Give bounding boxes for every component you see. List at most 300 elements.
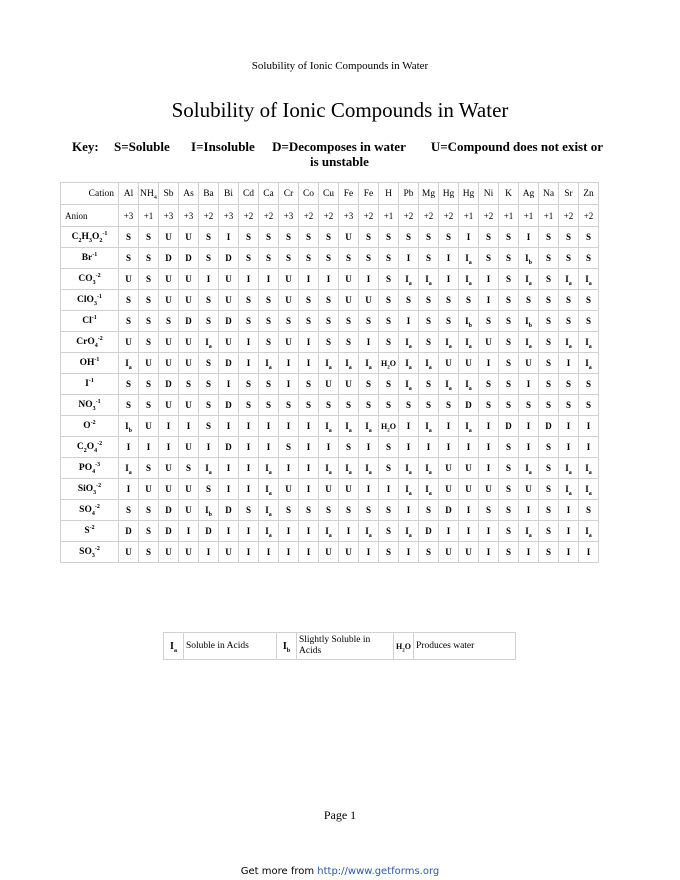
solubility-cell: U	[179, 353, 199, 374]
cation-charge: +2	[299, 205, 319, 227]
solubility-cell: S	[319, 227, 339, 248]
solubility-cell: $I_a$	[459, 374, 479, 395]
solubility-cell: U	[339, 479, 359, 500]
solubility-cell: $I_a$	[459, 416, 479, 437]
solubility-cell: U	[119, 332, 139, 353]
solubility-cell: U	[119, 269, 139, 290]
solubility-cell: I	[439, 248, 459, 269]
solubility-cell: D	[119, 521, 139, 542]
solubility-cell: $I_a$	[579, 269, 599, 290]
solubility-cell: S	[379, 458, 399, 479]
solubility-cell: $I_a$	[259, 479, 279, 500]
anion-label: $Br^{-1}$	[61, 248, 119, 269]
solubility-cell: $I_a$	[259, 500, 279, 521]
solubility-cell: I	[479, 458, 499, 479]
solubility-cell: $I_a$	[199, 458, 219, 479]
solubility-cell: S	[139, 311, 159, 332]
table-row	[61, 269, 599, 290]
solubility-cell: I	[259, 437, 279, 458]
solubility-cell: S	[119, 374, 139, 395]
cation-charge: +2	[559, 205, 579, 227]
cation-charge: +2	[419, 205, 439, 227]
cation-charge: +3	[119, 205, 139, 227]
solubility-cell: I	[459, 227, 479, 248]
solubility-cell: I	[399, 437, 419, 458]
solubility-cell: I	[299, 521, 319, 542]
solubility-cell: I	[279, 416, 299, 437]
cation-charge: +2	[479, 205, 499, 227]
anion-header-label: Anion	[61, 205, 119, 227]
solubility-cell: I	[359, 437, 379, 458]
solubility-cell: S	[579, 374, 599, 395]
solubility-cell: D	[219, 395, 239, 416]
legend-description: Slightly Soluble in Acids	[297, 633, 394, 660]
solubility-cell: D	[219, 311, 239, 332]
cation-header: Fe	[359, 183, 379, 205]
solubility-cell: $I_a$	[559, 479, 579, 500]
anion-label: $SO_3^{-2}$	[61, 542, 119, 563]
solubility-cell: S	[359, 374, 379, 395]
solubility-cell: S	[199, 248, 219, 269]
solubility-cell: $I_a$	[419, 479, 439, 500]
solubility-cell: I	[299, 353, 319, 374]
solubility-cell: $I_a$	[519, 332, 539, 353]
solubility-cell: S	[199, 353, 219, 374]
solubility-cell: U	[339, 290, 359, 311]
solubility-cell: $I_a$	[439, 332, 459, 353]
solubility-cell: $I_a$	[579, 521, 599, 542]
solubility-cell: I	[179, 416, 199, 437]
solubility-cell: S	[499, 479, 519, 500]
legend-symbol: $I_b$	[277, 633, 297, 660]
solubility-cell: S	[299, 290, 319, 311]
solubility-cell: S	[579, 290, 599, 311]
solubility-cell: S	[179, 458, 199, 479]
solubility-cell: S	[379, 227, 399, 248]
solubility-cell: U	[179, 269, 199, 290]
solubility-cell: S	[259, 311, 279, 332]
solubility-cell: S	[239, 227, 259, 248]
solubility-cell: U	[179, 395, 199, 416]
solubility-cell: U	[139, 353, 159, 374]
solubility-cell: I	[299, 542, 319, 563]
solubility-cell: S	[379, 290, 399, 311]
solubility-cell: I	[519, 227, 539, 248]
solubility-cell: I	[559, 437, 579, 458]
solubility-cell: S	[399, 290, 419, 311]
solubility-cell: S	[179, 374, 199, 395]
solubility-cell: S	[399, 227, 419, 248]
table-row	[61, 248, 599, 269]
cation-header: Ca	[259, 183, 279, 205]
solubility-cell: S	[119, 227, 139, 248]
solubility-cell: I	[399, 542, 419, 563]
solubility-cell: I	[219, 458, 239, 479]
solubility-cell: I	[479, 353, 499, 374]
solubility-cell: S	[139, 290, 159, 311]
solubility-cell: S	[139, 458, 159, 479]
solubility-cell: S	[139, 248, 159, 269]
solubility-cell: U	[219, 269, 239, 290]
solubility-cell: S	[299, 395, 319, 416]
solubility-cell: S	[139, 227, 159, 248]
anion-label: $S^{-2}$	[61, 521, 119, 542]
solubility-cell: I	[379, 479, 399, 500]
table-row	[61, 395, 599, 416]
solubility-cell: U	[319, 542, 339, 563]
solubility-cell: S	[539, 227, 559, 248]
solubility-cell: S	[239, 248, 259, 269]
solubility-cell: U	[179, 227, 199, 248]
solubility-cell: I	[279, 521, 299, 542]
solubility-cell: S	[379, 332, 399, 353]
solubility-cell: S	[339, 437, 359, 458]
solubility-cell: U	[179, 500, 199, 521]
table-row	[61, 521, 599, 542]
table-row	[61, 332, 599, 353]
cation-charge: +1	[139, 205, 159, 227]
solubility-cell: I	[479, 269, 499, 290]
cation-header: Pb	[399, 183, 419, 205]
solubility-cell: I	[219, 479, 239, 500]
cation-charge: +3	[219, 205, 239, 227]
cation-header: Hg	[439, 183, 459, 205]
anion-label: $C_2O_4^{-2}$	[61, 437, 119, 458]
footer-link[interactable]: http://www.getforms.org	[317, 866, 440, 877]
solubility-cell: I	[239, 416, 259, 437]
solubility-cell: U	[159, 227, 179, 248]
solubility-cell: I	[559, 416, 579, 437]
solubility-cell: S	[279, 227, 299, 248]
solubility-cell: $I_a$	[559, 458, 579, 479]
footer	[0, 866, 680, 877]
solubility-cell: D	[539, 416, 559, 437]
solubility-cell: S	[339, 500, 359, 521]
solubility-cell: $I_a$	[419, 353, 439, 374]
solubility-cell: D	[159, 500, 179, 521]
page-number: Page 1	[323, 808, 357, 822]
solubility-cell: $I_a$	[459, 269, 479, 290]
solubility-cell: $I_a$	[359, 416, 379, 437]
solubility-cell: S	[519, 395, 539, 416]
solubility-cell: U	[159, 332, 179, 353]
solubility-cell: I	[359, 479, 379, 500]
solubility-cell: I	[419, 437, 439, 458]
solubility-cell: S	[139, 269, 159, 290]
solubility-cell: I	[279, 353, 299, 374]
solubility-cell: I	[199, 437, 219, 458]
cation-header: K	[499, 183, 519, 205]
solubility-cell: $I_a$	[519, 458, 539, 479]
symbol-legend-table	[163, 632, 516, 660]
table-row	[61, 290, 599, 311]
solubility-cell: S	[419, 374, 439, 395]
anion-label: $CO_3^{-2}$	[61, 269, 119, 290]
solubility-cell: S	[319, 500, 339, 521]
solubility-cell: S	[279, 248, 299, 269]
solubility-cell: S	[499, 269, 519, 290]
solubility-cell: U	[219, 332, 239, 353]
solubility-cell: U	[479, 479, 499, 500]
solubility-cell: S	[299, 500, 319, 521]
cation-charge: +3	[159, 205, 179, 227]
solubility-cell: I	[479, 542, 499, 563]
solubility-cell: S	[379, 269, 399, 290]
solubility-cell: U	[179, 479, 199, 500]
solubility-cell: D	[219, 353, 239, 374]
solubility-cell: S	[139, 332, 159, 353]
solubility-cell: $I_a$	[399, 479, 419, 500]
solubility-cell: I	[119, 479, 139, 500]
solubility-cell: $I_b$	[459, 311, 479, 332]
solubility-cell: D	[219, 437, 239, 458]
solubility-cell: I	[239, 353, 259, 374]
document-title: Solubility of Ionic Compounds in Water	[171, 98, 509, 122]
solubility-cell: I	[459, 437, 479, 458]
solubility-cell: S	[139, 395, 159, 416]
cation-charge: +2	[199, 205, 219, 227]
solubility-cell: I	[139, 437, 159, 458]
solubility-cell: I	[299, 269, 319, 290]
solubility-cell: S	[279, 395, 299, 416]
anion-label: $Cl^{-1}$	[61, 311, 119, 332]
table-row	[61, 479, 599, 500]
cation-charge: +2	[579, 205, 599, 227]
solubility-cell: S	[139, 542, 159, 563]
solubility-cell: U	[359, 290, 379, 311]
solubility-cell: S	[499, 290, 519, 311]
cation-charge: +2	[439, 205, 459, 227]
anion-label: $NO_3^{-1}$	[61, 395, 119, 416]
solubility-cell: S	[559, 395, 579, 416]
solubility-cell: S	[339, 395, 359, 416]
solubility-cell: $H_2O$	[379, 416, 399, 437]
solubility-cell: I	[579, 542, 599, 563]
solubility-cell: U	[339, 269, 359, 290]
cation-charge: +1	[539, 205, 559, 227]
cation-charge: +2	[359, 205, 379, 227]
solubility-cell: I	[299, 332, 319, 353]
solubility-cell: U	[279, 479, 299, 500]
cation-header: As	[179, 183, 199, 205]
solubility-cell: I	[279, 542, 299, 563]
table-row	[61, 416, 599, 437]
solubility-cell: U	[519, 479, 539, 500]
cation-header: Al	[119, 183, 139, 205]
solubility-cell: I	[119, 437, 139, 458]
anion-label: ClO$_3^{-1}$	[61, 290, 119, 311]
solubility-cell: D	[419, 521, 439, 542]
anion-label: CrO$_4^{-2}$	[61, 332, 119, 353]
cation-header: Bi	[219, 183, 239, 205]
solubility-cell: I	[319, 437, 339, 458]
solubility-cell: I	[239, 332, 259, 353]
solubility-cell: I	[559, 353, 579, 374]
solubility-cell: $I_a$	[359, 353, 379, 374]
solubility-cell: $I_a$	[459, 332, 479, 353]
solubility-cell: S	[299, 374, 319, 395]
solubility-cell: S	[279, 437, 299, 458]
solubility-cell: S	[539, 290, 559, 311]
solubility-cell: S	[319, 332, 339, 353]
solubility-cell: S	[299, 248, 319, 269]
cation-charge: +2	[239, 205, 259, 227]
solubility-cell: S	[379, 311, 399, 332]
anion-label: $OH^{-1}$	[61, 353, 119, 374]
solubility-cell: S	[359, 227, 379, 248]
solubility-cell: U	[179, 290, 199, 311]
solubility-cell: S	[359, 500, 379, 521]
table-row	[61, 353, 599, 374]
solubility-cell: S	[479, 227, 499, 248]
solubility-cell: S	[319, 290, 339, 311]
solubility-cell: U	[459, 353, 479, 374]
cation-header: Cu	[319, 183, 339, 205]
solubility-cell: S	[379, 395, 399, 416]
solubility-cell: S	[499, 311, 519, 332]
solubility-cell: $I_a$	[199, 332, 219, 353]
solubility-cell: U	[339, 227, 359, 248]
solubility-cell: U	[179, 437, 199, 458]
solubility-cell: S	[239, 311, 259, 332]
solubility-cell: S	[239, 374, 259, 395]
solubility-cell: S	[119, 311, 139, 332]
solubility-cell: S	[259, 395, 279, 416]
solubility-cell: S	[339, 332, 359, 353]
solubility-cell: U	[119, 542, 139, 563]
cation-header: H	[379, 183, 399, 205]
solubility-cell: I	[519, 542, 539, 563]
solubility-cell: S	[499, 395, 519, 416]
solubility-cell: I	[239, 269, 259, 290]
solubility-cell: I	[439, 269, 459, 290]
solubility-cell: S	[299, 311, 319, 332]
solubility-cell: S	[199, 227, 219, 248]
cation-header: Ni	[479, 183, 499, 205]
solubility-cell: I	[219, 227, 239, 248]
solubility-cell: U	[279, 332, 299, 353]
cation-charge: +1	[499, 205, 519, 227]
solubility-cell: S	[499, 458, 519, 479]
cation-header: Cd	[239, 183, 259, 205]
solubility-cell: S	[139, 521, 159, 542]
solubility-cell: U	[439, 458, 459, 479]
solubility-cell: I	[159, 437, 179, 458]
solubility-cell: S	[559, 374, 579, 395]
solubility-cell: S	[259, 248, 279, 269]
cation-charge: +2	[319, 205, 339, 227]
solubility-cell: S	[119, 500, 139, 521]
solubility-cell: S	[279, 311, 299, 332]
solubility-cell: $I_a$	[579, 458, 599, 479]
solubility-cell: S	[539, 311, 559, 332]
solubility-cell: S	[239, 290, 259, 311]
solubility-cell: S	[579, 395, 599, 416]
solubility-cell: S	[539, 395, 559, 416]
solubility-cell: S	[139, 500, 159, 521]
solubility-cell: $I_a$	[339, 353, 359, 374]
solubility-cell: I	[359, 542, 379, 563]
cation-header: Fe	[339, 183, 359, 205]
solubility-cell: S	[539, 542, 559, 563]
solubility-cell: S	[539, 269, 559, 290]
solubility-cell: $I_a$	[359, 521, 379, 542]
solubility-cell: I	[259, 269, 279, 290]
solubility-cell: $I_b$	[119, 416, 139, 437]
solubility-cell: S	[419, 227, 439, 248]
solubility-cell: D	[179, 311, 199, 332]
solubility-cell: I	[239, 479, 259, 500]
solubility-cell: S	[319, 395, 339, 416]
solubility-cell: S	[579, 500, 599, 521]
solubility-cell: U	[179, 332, 199, 353]
solubility-cell: S	[239, 500, 259, 521]
solubility-cell: U	[479, 332, 499, 353]
cation-charge: +3	[339, 205, 359, 227]
solubility-cell: S	[359, 248, 379, 269]
solubility-cell: I	[399, 248, 419, 269]
cation-header: Cr	[279, 183, 299, 205]
solubility-cell: U	[219, 290, 239, 311]
solubility-cell: S	[319, 311, 339, 332]
solubility-cell: S	[499, 521, 519, 542]
solubility-cell: $I_a$	[419, 458, 439, 479]
solubility-cell: $I_a$	[439, 374, 459, 395]
solubility-cell: U	[319, 374, 339, 395]
solubility-cell: U	[179, 542, 199, 563]
solubility-cell: U	[159, 353, 179, 374]
solubility-cell: S	[539, 248, 559, 269]
solubility-cell: S	[339, 311, 359, 332]
solubility-cell: S	[559, 248, 579, 269]
solubility-cell: I	[579, 437, 599, 458]
solubility-cell: S	[539, 479, 559, 500]
solubility-cell: I	[219, 416, 239, 437]
solubility-cell: I	[219, 521, 239, 542]
solubility-cell: $I_a$	[419, 269, 439, 290]
solubility-cell: I	[239, 542, 259, 563]
solubility-cell: $I_a$	[419, 416, 439, 437]
solubility-cell: S	[419, 332, 439, 353]
solubility-cell: S	[239, 395, 259, 416]
solubility-cell: U	[459, 479, 479, 500]
solubility-cell: S	[259, 290, 279, 311]
solubility-cell: U	[139, 479, 159, 500]
solubility-cell: I	[479, 521, 499, 542]
solubility-cell: $I_a$	[339, 416, 359, 437]
solubility-cell: S	[539, 521, 559, 542]
solubility-cell: I	[259, 542, 279, 563]
solubility-cell: I	[479, 416, 499, 437]
solubility-cell: S	[119, 248, 139, 269]
solubility-cell: S	[259, 332, 279, 353]
solubility-cell: $I_a$	[119, 353, 139, 374]
solubility-cell: $I_a$	[579, 353, 599, 374]
solubility-cell: S	[419, 248, 439, 269]
solubility-cell: S	[419, 395, 439, 416]
solubility-cell: $I_a$	[339, 458, 359, 479]
solubility-cell: S	[419, 311, 439, 332]
solubility-cell: S	[499, 500, 519, 521]
solubility-cell: I	[299, 458, 319, 479]
solubility-cell: I	[199, 542, 219, 563]
solubility-cell: S	[559, 227, 579, 248]
solubility-cell: $I_a$	[519, 521, 539, 542]
solubility-cell: I	[519, 416, 539, 437]
solubility-cell: S	[519, 290, 539, 311]
solubility-cell: I	[239, 437, 259, 458]
solubility-cell: U	[319, 479, 339, 500]
